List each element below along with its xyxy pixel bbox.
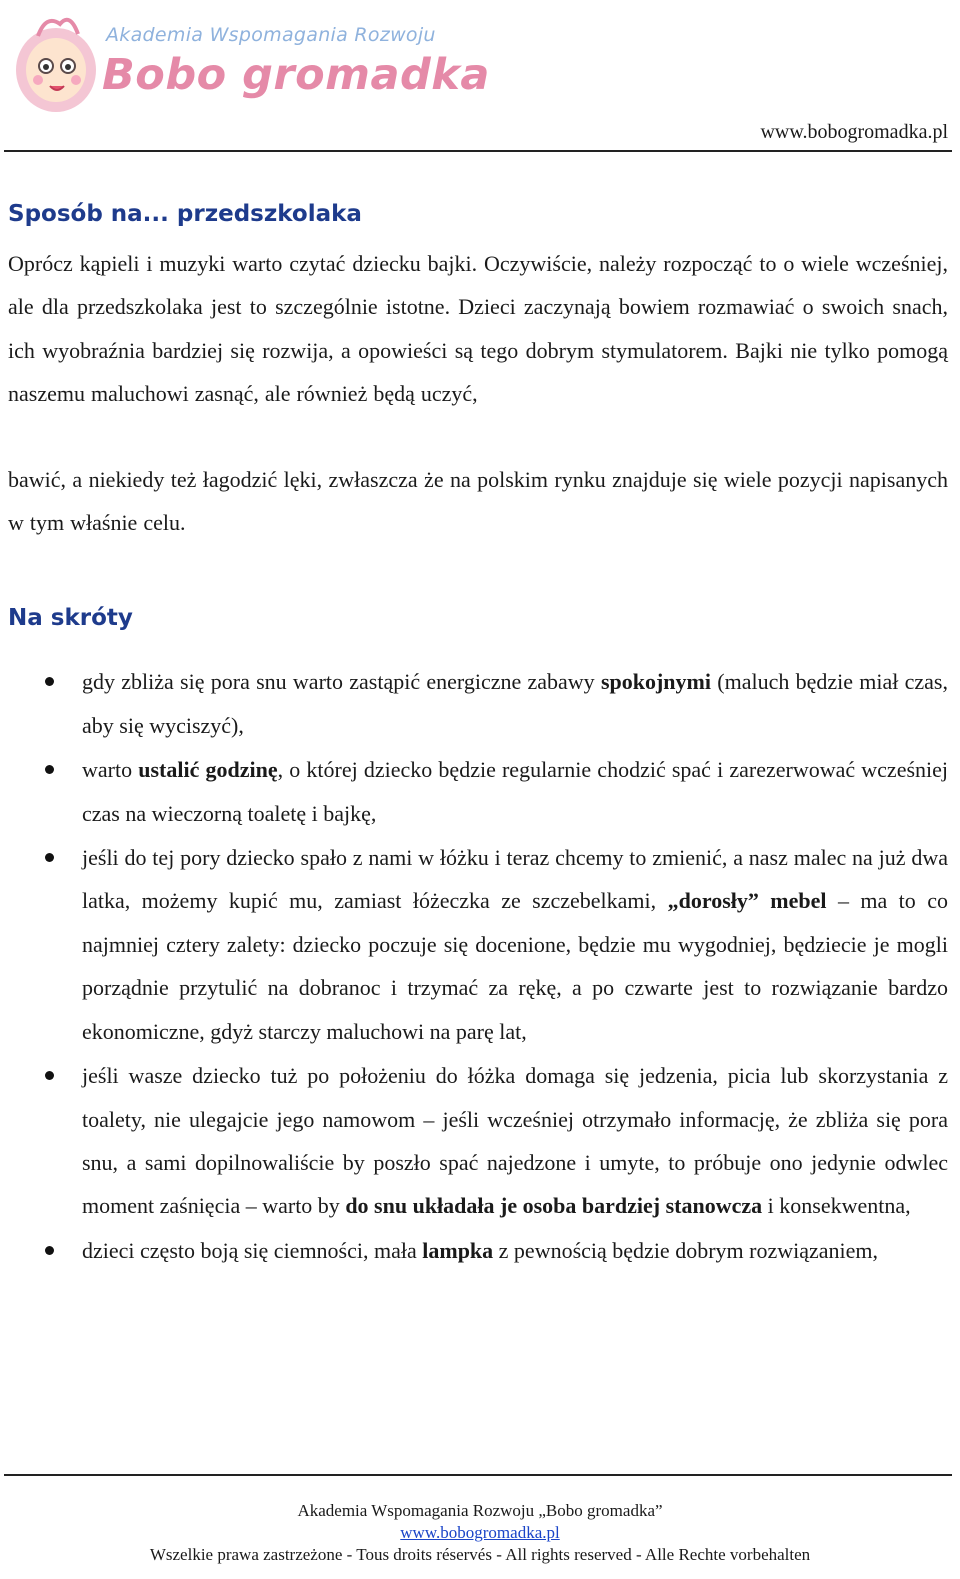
list-item: gdy zbliża się pora snu warto zastąpić energiczne zabawy spokojnymi (maluch będzie miał czas, aby się wyciszyć), [8,660,948,747]
section-heading-preschooler: Sposób na... przedszkolaka [8,201,362,227]
footer-org: Akademia Wspomagania Rozwoju „Bobo gromadka” [297,1501,663,1520]
paragraph-continuation: bawić, a niekiedy też łagodzić lęki, zwłaszcza że na polskim rynku znajduje się wiele pozycji napisanych w tym właśnie celu. [8,466,948,536]
bullet-icon [45,677,54,686]
section-heading-shortcuts: Na skróty [8,605,133,632]
bullet-icon [45,1246,54,1255]
bullet-icon [45,853,54,862]
page-header [0,0,960,155]
footer-divider [4,1474,952,1476]
list-item: jeśli wasze dziecko tuż po położeniu do łóżka domaga się jedzenia, picia lub skorzystania z toalety, nie ulegajcie jego namowom – jeśli wcześniej otrzymało informację, że zbliża się pora snu, a sami dopilnowaliście by poszło spać najedzone i umyte, to próbuje ono jedynie odwlec moment zaśnięcia – warto by do snu układała je osoba bardziej stanowcza i konsekwentna, [8,1054,948,1228]
brand-name: Bobo gromadka [102,50,490,100]
paragraph-gap [8,416,948,458]
header-divider [4,150,952,152]
footer-site-link[interactable]: www.bobogromadka.pl [400,1523,560,1542]
header-site-url: www.bobogromadka.pl [760,121,948,143]
footer-text [0,1500,960,1566]
list-item: warto ustalić godzinę, o której dziecko będzie regularnie chodzić spać i zarezerwować wcześniej czas na wieczorną toaletę i bajkę, [8,748,948,835]
paragraph-intro: Oprócz kąpieli i muzyki warto czytać dziecku bajki. Oczywiście, należy rozpocząć to o wiele wcześniej, ale dla przedszkolaka jest to szczególnie istotne. Dzieci zaczynają bowiem rozmawiać o swoich snach, ich wyobraźnia bardziej się rozwija, a opowieści są tego dobrym stymulatorem. Bajki nie tylko pomogą naszemu maluchowi zasnąć, ale również będą uczyć, [8,251,948,407]
baby-face-icon [12,6,102,118]
article-body [8,196,948,1273]
bullet-icon [45,765,54,774]
bullet-icon [45,1071,54,1080]
shortcuts-list [8,660,948,1272]
footer-rights: Wszelkie prawa zastrzeżone - Tous droits réservés - All rights reserved - Alle Rechte vorbehalten [149,1545,811,1564]
brand-tagline: Akademia Wspomagania Rozwoju [106,24,436,46]
list-item: dzieci często boją się ciemności, mała lampka z pewnością będzie dobrym rozwiązaniem, [8,1229,948,1272]
list-item: jeśli do tej pory dziecko spało z nami w łóżku i teraz chcemy to zmienić, a nasz malec na już dwa latka, możemy kupić mu, zamiast łóżeczka ze szczebelkami, „dorosły” mebel – ma to co najmniej cztery zalety: dziecko poczuje się docenione, będzie mu wygodniej, będziecie je mogli porządnie przytulić na dobranoc i trzymać za rękę, a po czwarte jest to rozwiązanie bardzo ekonomiczne, gdyż starczy maluchowi na parę lat, [8,836,948,1053]
